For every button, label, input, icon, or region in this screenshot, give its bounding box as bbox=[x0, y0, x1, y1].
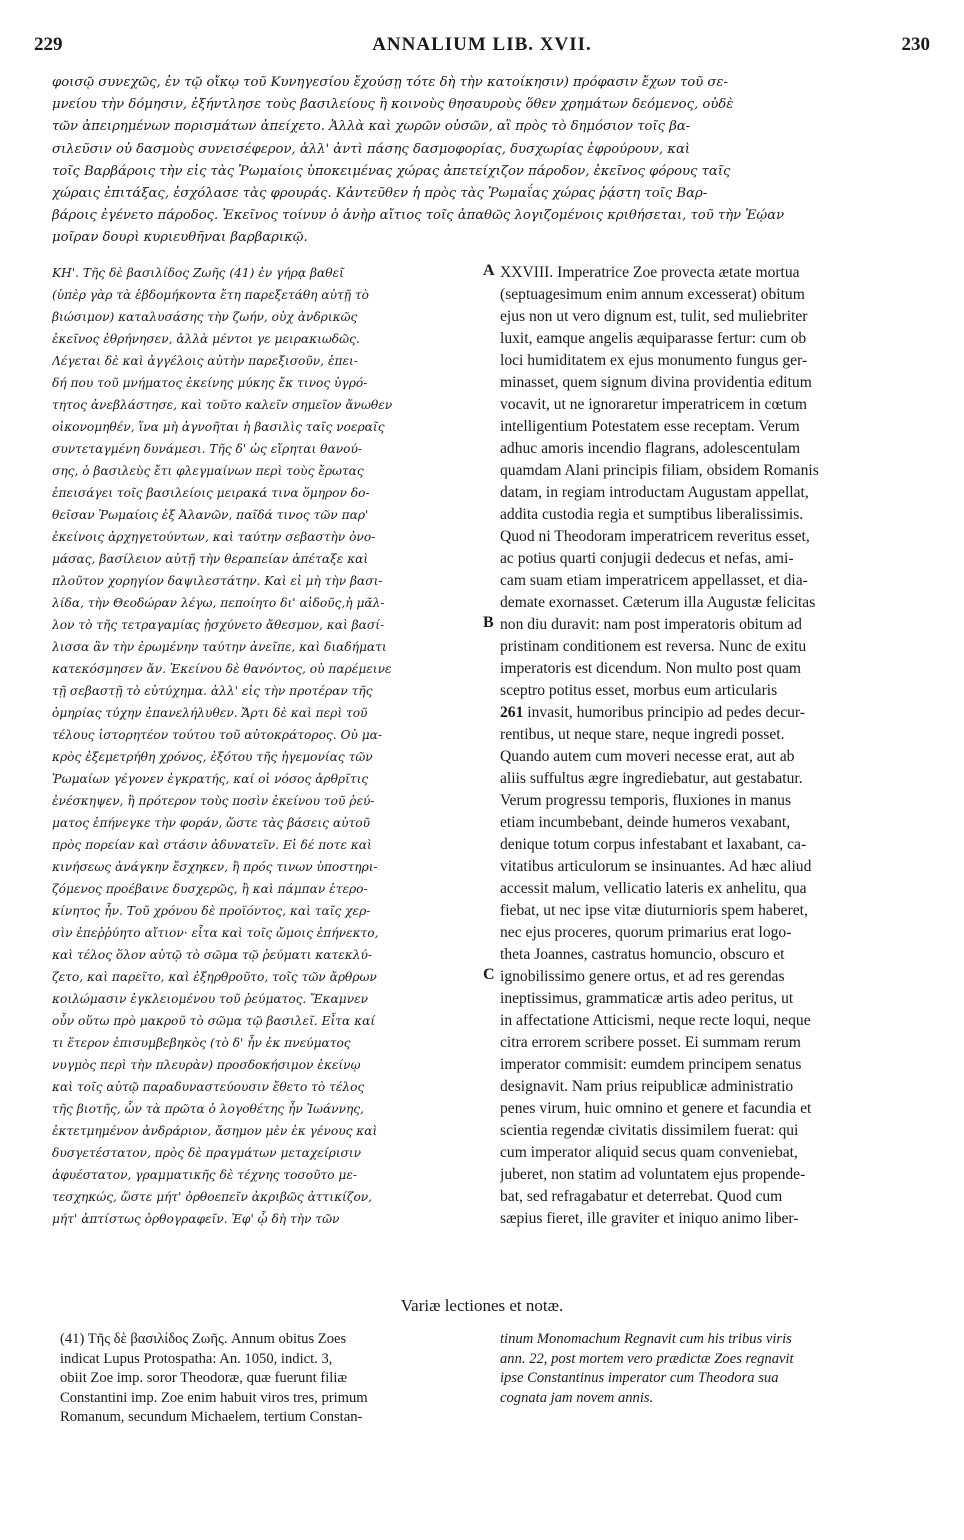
greek-text-line: κοιλώμασιν ἐγκλειομένου τοῦ ῥεύματος. Ἔκαμνεν bbox=[52, 992, 369, 1006]
greek-text-line: οἰκονομηθέν, ἵνα μὴ ἀγνοῆται ἡ βασιλὶς ταῖς νοεραῖς bbox=[52, 420, 385, 434]
greek-text-line: βιώσιμον) καταλυσάσης τὴν ζωήν, οὐχ ἀνδρικῶς bbox=[52, 310, 358, 324]
latin-text-line: pristinam conditionem est reversa. Nunc de exitu bbox=[500, 638, 807, 655]
latin-text-line: ineptissimus, grammaticæ artis adeo peritus, ut bbox=[500, 990, 794, 1007]
greek-text-line: (ὑπὲρ γὰρ τὰ ἑβδομήκοντα ἔτη παρεξετάθη αὐτῇ τὸ bbox=[52, 288, 369, 302]
greek-text-line: οὖν οὕτω πρὸ μακροῦ τὸ σῶμα τῷ βασιλεῖ. Εἶτα καί bbox=[52, 1014, 376, 1028]
latin-text-line: quamdam Alani principis filiam, obsidem Romanis bbox=[500, 462, 819, 479]
latin-text-line: minasset, quem signum divina providentia editum bbox=[500, 374, 812, 391]
folio-number: 261 bbox=[500, 704, 524, 721]
greek-text-line: ματος ἐπήνεγκε τὴν φοράν, ὥστε τὰς βάσεις αὐτοῦ bbox=[52, 816, 370, 830]
greek-text-line: λισσα ἂν τὴν ἐρωμένην ταύτην ἀνεῖπε, καὶ διαδήματι bbox=[52, 640, 387, 654]
latin-text-line: rentibus, ut neque stare, neque ingredi posset. bbox=[500, 726, 785, 743]
greek-text-line: τεσχηκώς, ὥστε μήτ' ὀρθοεπεῖν ἀκριβῶς ἀττικίζον, bbox=[52, 1190, 373, 1204]
page-header bbox=[34, 34, 930, 62]
latin-text-line: etiam incumbebant, deinde humeros vexabant, bbox=[500, 814, 791, 831]
greek-text-line: τῇ σεβαστῇ τὸ εὐτύχημα. ἀλλ' εἰς τὴν προτέραν τῆς bbox=[52, 684, 373, 698]
latin-text-line: theta Joannes, castratus homuncio, obscuro et bbox=[500, 946, 785, 963]
note-line: (41) Τῆς δὲ βασιλίδος Ζωῆς. Annum obitus Zoes bbox=[60, 1331, 347, 1347]
greek-text-line: Λέγεται δὲ καὶ ἀγγέλοις αὐτὴν παρεξισοῦν, ἐπει- bbox=[52, 354, 358, 368]
greek-text-line: βάροις ἐγένετο πάροδος. Ἐκεῖνος τοίνυν ὁ ἀνὴρ αἴτιος τοῖς ἀπαθῶς λογιζομένοις κριθήσεται, τοῦ τὴν Ἑῴαν bbox=[52, 208, 785, 224]
greek-text-line: ζόμενος προέβαινε δυσχερῶς, ἢ καὶ πάμπαν ἑτερο- bbox=[52, 882, 368, 896]
notes-right-column bbox=[500, 1330, 932, 1408]
latin-text-line: sceptro potitus esset, morbus eum articularis bbox=[500, 682, 778, 699]
page-number-right: 230 bbox=[901, 34, 930, 55]
greek-text-line: δή που τοῦ μνήματος ἐκείνης μύκης ἔκ τινος ὑγρό- bbox=[52, 376, 368, 390]
latin-text-line: in affectatione Atticismi, neque recte loqui, neque bbox=[500, 1012, 811, 1029]
note-line: indicat Lupus Protospatha: An. 1050, indict. 3, bbox=[60, 1350, 333, 1367]
notes-left-column bbox=[60, 1330, 480, 1428]
greek-text-line: ὁμηρίας τύχην ἐπανελήλυθεν. Ἄρτι δὲ καὶ περὶ τοῦ bbox=[52, 706, 368, 720]
greek-text-line: τοῖς Βαρβάροις τὴν εἰς τὰς Ῥωμαίοις ὑποκειμένας χώρας ἀπετείχιζον πάροδον, ἐκεῖνος φόρους ταῖς bbox=[52, 163, 731, 179]
greek-text-line: νυγμὸς περὶ τὴν πλευρὰν) προσδοκήσιμον ἐκείνῳ bbox=[52, 1058, 361, 1072]
latin-text-line: non diu duravit: nam post imperatoris obitum ad bbox=[500, 616, 802, 633]
note-line: ann. 22, post mortem vero prædictæ Zoes regnavit bbox=[500, 1350, 794, 1367]
greek-text-line: λίδα, τὴν Θεοδώραν λέγω, πεποίητο δι' αἰδοῦς,ἡ μᾶλ- bbox=[52, 596, 385, 610]
greek-text-line: μήτ' ἀπτίστως ὀρθογραφεῖν. Ἐφ' ᾧ δὴ τὴν τῶν bbox=[52, 1212, 340, 1226]
greek-text-line: καὶ τοῖς αὐτῷ παραδυναστεύουσιν ἔθετο τὸ τέλος bbox=[52, 1080, 365, 1094]
running-title: ANNALIUM LIB. XVII. bbox=[372, 34, 592, 55]
latin-text-line: designavit. Nam prius reipublicæ administratio bbox=[500, 1078, 794, 1095]
greek-text-line: ἀφυέστατον, γραμματικῆς δὲ τέχνης τοσοῦτο με- bbox=[52, 1168, 358, 1182]
latin-text-line: ac potius quarti conjugii dedecus et nefas, ami- bbox=[500, 550, 794, 567]
latin-text-line: Quando autem cum moveri necesse erat, aut ab bbox=[500, 748, 795, 765]
greek-text-line: πλοῦτον χορηγίον δαψιλεστάτην. Καὶ εἰ μὴ τὴν βασι- bbox=[52, 574, 383, 588]
greek-text-line: κατεκόσμησεν ἄν. Ἐκείνου δὲ θανόντος, οὐ παρέμεινε bbox=[52, 662, 392, 676]
latin-text-line: bat, sed refragabatur et deterrebat. Quod cum bbox=[500, 1188, 783, 1205]
latin-text-line: citra errorem scribere posset. Ei summam rerum bbox=[500, 1034, 801, 1051]
latin-text-line: (septuagesimum enim annum excesserat) obitum bbox=[500, 286, 805, 303]
latin-text-line: Quod ni Theodoram imperatricem reveritus esset, bbox=[500, 528, 810, 545]
greek-text-line: ΚΗ'. Τῆς δὲ βασιλίδος Ζωῆς (41) ἐν γήρᾳ βαθεῖ bbox=[52, 266, 344, 280]
latin-text-line: vocavit, ut ne ignoraretur imperatricem in cœtum bbox=[500, 396, 808, 413]
latin-text-line: cam suam etiam imperatricem appellasset, et dia- bbox=[500, 572, 808, 589]
latin-text-line: ignobilissimo genere ortus, et ad res gerendas bbox=[500, 968, 785, 985]
greek-text-line: ἐνέσκηψεν, ἣ πρότερον τοὺς ποσὶν ἐκείνου τοῦ ῥεύ- bbox=[52, 794, 375, 808]
latin-text-line: cum imperator aliquid secus quam conveniebat, bbox=[500, 1144, 798, 1161]
greek-text-line: χώραις ἐπιτάξας, ἐσχόλασε τὰς φρουράς. Κἀντεῦθεν ἡ πρὸς τὰς Ῥωμαΐας χώρας ῥᾴστη τοῖς Βαρ- bbox=[52, 186, 708, 202]
greek-text-line: μάσας, βασίλειον αὐτῇ τὴν θεραπείαν ἀπέταξε καὶ bbox=[52, 552, 369, 566]
latin-text-line: sæpius fieret, ille graviter et iniquo animo liber- bbox=[500, 1210, 799, 1227]
latin-text-line: demate exornasset. Cæterum illa Augustæ felicitas bbox=[500, 594, 816, 611]
greek-text-line: τῶν ἀπειρημένων πορισμάτων ἀπείχετο. Ἀλλὰ καὶ χωρῶν οὐσῶν, αἳ πρὸς τὸ δημόσιον τοῖς βα- bbox=[52, 119, 691, 135]
greek-text-line: σης, ὁ βασιλεὺς ἔτι φλεγμαίνων περὶ τοὺς ἔρωτας bbox=[52, 464, 364, 478]
latin-text-line: luxit, eamque angelis æquiparasse fertur: cum ob bbox=[500, 330, 807, 347]
greek-text-line: ζετο, καὶ παρεῖτο, καὶ ἐξηρθροῦτο, τοῖς τῶν ἄρθρων bbox=[52, 970, 377, 984]
latin-text-line: intelligentium Potestatem esse receptam. Verum bbox=[500, 418, 800, 435]
latin-text-line: datam, in regiam introductam Augustam appellat, bbox=[500, 484, 809, 501]
page-number-left: 229 bbox=[34, 34, 63, 55]
notes-title: Variæ lectiones et notæ. bbox=[400, 1296, 564, 1315]
greek-text-line: Ῥωμαίων γέγονεν ἐγκρατής, καί οἱ νόσος ἀρθρῖτις bbox=[52, 772, 369, 786]
latin-text-line: vitatibus articulorum se insinuantes. Ad hæc aliud bbox=[500, 858, 812, 875]
greek-text-line: φοισῷ συνεχῶς, ἐν τῷ οἴκῳ τοῦ Κυνηγεσίου ἔχούσῃ τότε δὴ τὴν κατοίκησιν) πρόφασιν ἔχων τοῦ σε- bbox=[52, 75, 728, 90]
margin-mark-b: B bbox=[483, 614, 494, 631]
greek-text-line: λον τὸ τῆς τετραγαμίας ᾐσχύνετο ἄθεσμον, καὶ βασί- bbox=[52, 618, 385, 632]
note-line: Romanum, secundum Michaelem, tertium Constan- bbox=[60, 1409, 363, 1425]
greek-text-line: σιλεῦσιν οὐ δασμοὺς συνεισέφερον, ἀλλ' ἀντὶ πάσης δασμοφορίας, δυσχωρίας ἐφρούρουν, καὶ bbox=[52, 141, 691, 157]
latin-text-line: ejus non ut vero dignum est, tulit, sed muliebriter bbox=[500, 308, 808, 325]
latin-text-line: imperatoris est dicendum. Non multo post quam bbox=[500, 660, 802, 677]
latin-text-line: Verum progressu temporis, fluxiones in manus bbox=[500, 792, 792, 809]
greek-text-line: σὶν ἐπεῤῥύητο αἴτιον· εἶτα καὶ τοῖς ὤμοις ἐπήνεκτο, bbox=[52, 926, 379, 940]
greek-text-line: μοῖραν δουρὶ κυριευθῆναι βαρβαρικῷ. bbox=[52, 230, 308, 246]
greek-text-line: τι ἕτερον ἐπισυμβεβηκὸς (τὸ δ' ἦν ἐκ πνεύματος bbox=[52, 1036, 351, 1050]
greek-text-line: τέλους ἱστορητέον τούτου τοῦ αὐτοκράτορος. Οὐ μα- bbox=[52, 728, 383, 742]
latin-text-line: 261 invasit, humoribus principio ad pedes decur- bbox=[500, 704, 805, 721]
greek-text-column bbox=[52, 262, 480, 1230]
greek-text-line: κίνητος ἦν. Τοῦ χρόνου δὲ προϊόντος, καὶ ταῖς χερ- bbox=[52, 904, 371, 918]
greek-text-line: δυσγετέστατον, πρὸς δὲ πραγμάτων μεταχείρισιν bbox=[52, 1146, 362, 1160]
greek-text-line: τητος ἀνεβλάστησε, καὶ τοῦτο καλεῖν σημεῖον ἄνωθεν bbox=[52, 398, 393, 412]
note-line: ipse Constantinus imperator cum Theodora sua bbox=[500, 1370, 779, 1386]
latin-text-line: penes virum, huic omnino et genere et facundia et bbox=[500, 1100, 812, 1117]
latin-text-line: aliis suffultus ægre ingrediebatur, aut gestabatur. bbox=[500, 770, 803, 787]
greek-text-line: συντεταγμένη δυνάμεσι. Τῆς δ' ὡς εἴρηται θανού- bbox=[52, 442, 362, 456]
greek-text-line: ἐκτετμημένον ἀνδράριον, ἄσημον μὲν ἐκ γένους καὶ bbox=[52, 1124, 378, 1138]
greek-text-line: ἐπεισάγει τοῖς βασιλείοις μειρακά τινα ὅμηρον δο- bbox=[52, 486, 370, 500]
latin-text-line: denique totum corpus infestabant et laxabant, ca- bbox=[500, 836, 807, 853]
note-line: tinum Monomachum Regnavit cum his tribus viris bbox=[500, 1331, 792, 1347]
greek-text-line: θεῖσαν Ῥωμαίοις ἐξ Ἀλανῶν, παῖδά τινος τῶν παρ' bbox=[52, 508, 369, 522]
latin-text-line: addita custodia regia et sumptibus liberalissimis. bbox=[500, 506, 804, 523]
greek-continuation-paragraph bbox=[52, 72, 932, 250]
latin-text-column bbox=[500, 262, 932, 1230]
latin-text-line: XXVIII. Imperatrice Zoe provecta ætate mortua bbox=[500, 264, 800, 281]
latin-text-line: juberet, non statim ad voluntatem ejus propende- bbox=[500, 1166, 806, 1183]
greek-text-line: ἐκείνοις ἀρχηγετούντων, καὶ ταύτην σεβαστὴν ὀνο- bbox=[52, 530, 376, 544]
latin-text-line: loci humiditatem ex ejus monumento fungus ger- bbox=[500, 352, 808, 369]
latin-text-line: adhuc amoris incendio flagrans, adolescentulam bbox=[500, 440, 801, 457]
note-line: obiit Zoe imp. soror Theodoræ, quæ fuerunt filiæ bbox=[60, 1370, 348, 1386]
greek-text-line: κρὸς ἐξεμετρήθη χρόνος, ἐξότου τῆς ἡγεμονίας τῶν bbox=[52, 750, 373, 764]
latin-text-line: imperator commisit: eumdem principem senatus bbox=[500, 1056, 802, 1073]
latin-text-line: nec ejus proceres, quorum primarius erat logo- bbox=[500, 924, 792, 941]
latin-text-line: scientia regendæ civitatis dissimilem fuerat: qui bbox=[500, 1122, 799, 1139]
margin-mark-c: C bbox=[483, 966, 495, 983]
greek-text-line: τῆς βιοτῆς, ὧν τὰ πρῶτα ὁ λογοθέτης ἦν Ἰωάννης, bbox=[52, 1102, 364, 1116]
greek-text-line: πρὸς πορείαν καὶ στάσιν ἀδυνατεῖν. Εἰ δέ ποτε καὶ bbox=[52, 838, 372, 852]
greek-text-line: καὶ τέλος ὅλον αὐτῷ τὸ σῶμα τῷ ῥεύματι κατεκλύ- bbox=[52, 948, 372, 962]
latin-text-line: accessit malum, vellicatio lateris ex anhelitu, qua bbox=[500, 880, 807, 897]
note-line: Constantini imp. Zoe enim habuit viros tres, primum bbox=[60, 1389, 368, 1406]
greek-text-line: μνείου τὴν δόμησιν, ἐξήντλησε τοὺς βασιλείους ἢ κοινοὺς θησαυροὺς ὅθεν χρημάτων δεόμενος, οὐδὲ bbox=[52, 97, 734, 113]
latin-text-line: fiebat, ut nec ipse vitæ diuturnioris spem haberet, bbox=[500, 902, 808, 919]
greek-text-line: ἐκεῖνος ἐθρήνησεν, ἀλλὰ μέντοι γε μειρακιωδῶς. bbox=[52, 332, 360, 346]
margin-mark-a: A bbox=[483, 262, 495, 279]
note-line: cognata jam novem annis. bbox=[500, 1389, 654, 1406]
greek-text-line: κινήσεως ἀνάγκην ἔσχηκεν, ἢ πρός τινων ὑποστηρι- bbox=[52, 860, 378, 874]
